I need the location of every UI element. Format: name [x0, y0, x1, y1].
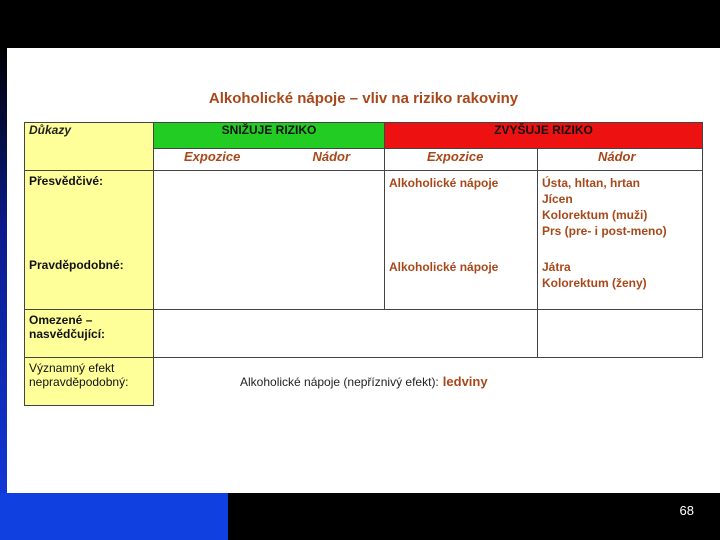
left-decor-bar	[0, 45, 7, 495]
row-label-probable: Pravděpodobné:	[25, 255, 154, 310]
row-label-line: nasvědčující:	[29, 327, 106, 341]
corner-label: Důkazy	[25, 123, 154, 149]
increase-exposure-cell: Alkoholické nápoje	[385, 171, 538, 256]
decreases-risk-header: SNIŽUJE RIZIKO	[154, 123, 385, 149]
table-row	[25, 310, 703, 358]
unlikely-effect-accent: ledviny	[442, 374, 488, 390]
increase-exposure-header	[385, 149, 538, 171]
increase-tumor-cell	[538, 171, 703, 256]
tumor-item: Ústa, hltan, hrtan	[542, 176, 641, 190]
unlikely-effect-text: Alkoholické nápoje (nepříznivý efekt):	[240, 375, 439, 390]
decrease-exposure-header	[154, 149, 257, 171]
tumor-item: Kolorektum (ženy)	[542, 276, 647, 290]
page-number: 68	[679, 503, 694, 518]
table-row	[25, 358, 703, 406]
tumor-item: Játra	[542, 260, 571, 274]
decrease-tumor-label: Nádor	[312, 149, 351, 164]
decrease-tumor-header	[257, 149, 385, 171]
increase-tumor-cell	[538, 310, 703, 358]
row-label-convincing: Přesvědčivé:	[25, 171, 154, 256]
increase-exposure-label: Expozice	[427, 149, 484, 164]
decrease-exposure-cell	[154, 171, 257, 256]
table-header-row	[25, 123, 703, 149]
increase-tumor-label: Nádor	[598, 149, 636, 164]
tumor-item: Jícen	[542, 192, 573, 206]
table-row	[25, 255, 703, 310]
row-label-line: Omezené –	[29, 313, 93, 327]
decrease-exposure-label: Expozice	[184, 149, 241, 164]
increase-tumor-cell	[538, 255, 703, 310]
row-label-limited-suggestive	[25, 310, 154, 358]
decrease-exposure-cell	[154, 255, 257, 310]
table-row	[25, 171, 703, 256]
slide	[7, 48, 720, 493]
increase-tumor-header	[538, 149, 703, 171]
increase-exposure-cell: Alkoholické nápoje	[385, 255, 538, 310]
table-subheader-row	[25, 149, 703, 171]
increase-exposure-cell	[385, 310, 538, 358]
tumor-item: Prs (pre- i post-meno)	[542, 224, 667, 238]
increases-risk-header: ZVYŠUJE RIZIKO	[385, 123, 703, 149]
corner-spacer	[25, 149, 154, 171]
unlikely-effect-note	[154, 358, 703, 406]
decrease-cell	[154, 310, 385, 358]
decrease-tumor-cell	[257, 171, 385, 256]
evidence-table	[24, 122, 703, 406]
row-label-unlikely-effect	[25, 358, 154, 406]
decrease-tumor-cell	[257, 255, 385, 310]
tumor-item: Kolorektum (muži)	[542, 208, 648, 222]
slide-title: Alkoholické nápoje – vliv na riziko rakoviny	[208, 90, 519, 107]
row-label-line: nepravděpodobný:	[29, 375, 129, 389]
row-label-line: Významný efekt	[29, 361, 115, 375]
footer-blue-bar	[0, 493, 228, 540]
